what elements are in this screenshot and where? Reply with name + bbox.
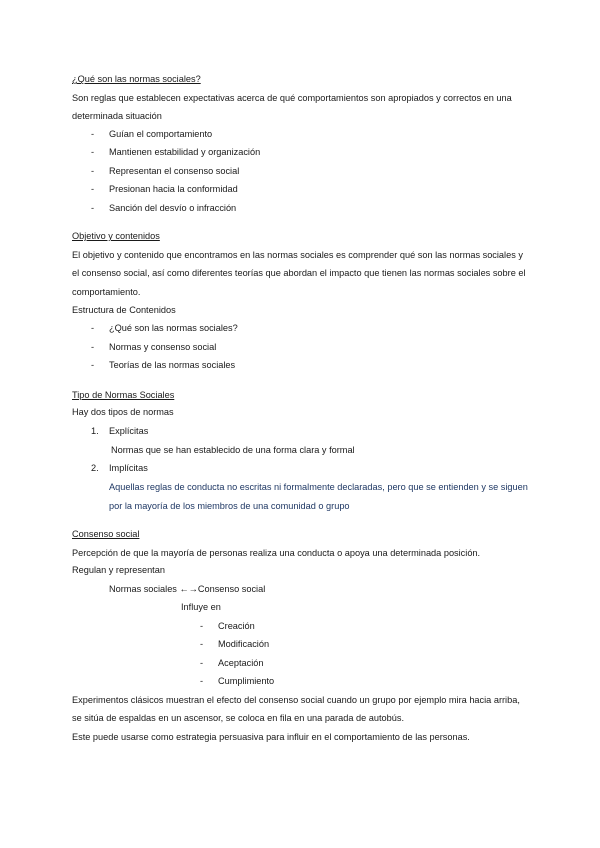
list-item-description: Normas que se han establecido de una forma clara y formal bbox=[111, 445, 355, 455]
bullet-dash: - bbox=[200, 658, 204, 668]
bullet-item: Teorías de las normas sociales bbox=[109, 360, 236, 370]
paragraph-line: comportamiento. bbox=[72, 287, 141, 297]
influye-label: Influye en bbox=[181, 602, 221, 612]
bullet-dash: - bbox=[91, 184, 95, 194]
paragraph-line: Son reglas que establecen expectativas acerca de qué comportamientos son apropiados y correctos en una bbox=[72, 93, 512, 103]
bullet-item: Representan el consenso social bbox=[109, 166, 240, 176]
paragraph-line: se sitúa de espaldas en un ascensor, se coloca en fila en una parada de autobús. bbox=[72, 713, 405, 723]
list-item-label: Implícitas bbox=[109, 463, 148, 473]
bullet-dash: - bbox=[200, 621, 204, 631]
bullet-dash: - bbox=[91, 203, 95, 213]
list-item-description: por la mayoría de los miembros de una comunidad o grupo bbox=[109, 501, 350, 511]
bullet-item: Sanción del desvío o infracción bbox=[109, 203, 237, 213]
section-heading-consenso: Consenso social bbox=[72, 529, 140, 539]
bullet-dash: - bbox=[91, 360, 95, 370]
section-heading-normas: ¿Qué son las normas sociales? bbox=[72, 74, 201, 84]
bullet-item: Cumplimiento bbox=[218, 676, 275, 686]
bullet-dash: - bbox=[91, 166, 95, 176]
bullet-item: Aceptación bbox=[218, 658, 264, 668]
paragraph-line: Este puede usarse como estrategia persuasiva para influir en el comportamiento de las personas. bbox=[72, 732, 470, 742]
section-heading-tipos: Tipo de Normas Sociales bbox=[72, 390, 175, 400]
bullet-item: Creación bbox=[218, 621, 255, 631]
list-number: 2. bbox=[91, 463, 99, 473]
list-item-label: Explícitas bbox=[109, 426, 149, 436]
paragraph-line: determinada situación bbox=[72, 111, 162, 121]
relation-line: Normas sociales ←→Consenso social bbox=[109, 584, 266, 594]
bullet-item: ¿Qué son las normas sociales? bbox=[109, 323, 238, 333]
list-number: 1. bbox=[91, 426, 99, 436]
bullet-item: Presionan hacia la conformidad bbox=[109, 184, 238, 194]
subheading-regulan: Regulan y representan bbox=[72, 565, 165, 575]
bullet-dash: - bbox=[200, 639, 204, 649]
paragraph-line: El objetivo y contenido que encontramos en las normas sociales es comprender qué son las normas sociales y bbox=[72, 250, 523, 260]
bullet-item: Modificación bbox=[218, 639, 270, 649]
bullet-item: Guían el comportamiento bbox=[109, 129, 213, 139]
bullet-dash: - bbox=[91, 323, 95, 333]
bullet-dash: - bbox=[91, 342, 95, 352]
paragraph-line: Percepción de que la mayoría de personas realiza una conducta o apoya una determinada posición. bbox=[72, 548, 481, 558]
paragraph-line: Hay dos tipos de normas bbox=[72, 407, 174, 417]
bullet-item: Mantienen estabilidad y organización bbox=[109, 147, 261, 157]
bullet-dash: - bbox=[200, 676, 204, 686]
paragraph-line: el consenso social, así como diferentes teorías que abordan el impacto que tienen las normas sociales sobre el bbox=[72, 268, 526, 278]
subheading-estructura: Estructura de Contenidos bbox=[72, 305, 176, 315]
bullet-dash: - bbox=[91, 129, 95, 139]
bullet-item: Normas y consenso social bbox=[109, 342, 217, 352]
list-item-description: Aquellas reglas de conducta no escritas ni formalmente declaradas, pero que se entienden y se siguen bbox=[109, 482, 528, 492]
bullet-dash: - bbox=[91, 147, 95, 157]
paragraph-line: Experimentos clásicos muestran el efecto del consenso social cuando un grupo por ejemplo mira hacia arriba, bbox=[72, 695, 520, 705]
section-heading-objetivo: Objetivo y contenidos bbox=[72, 231, 160, 241]
